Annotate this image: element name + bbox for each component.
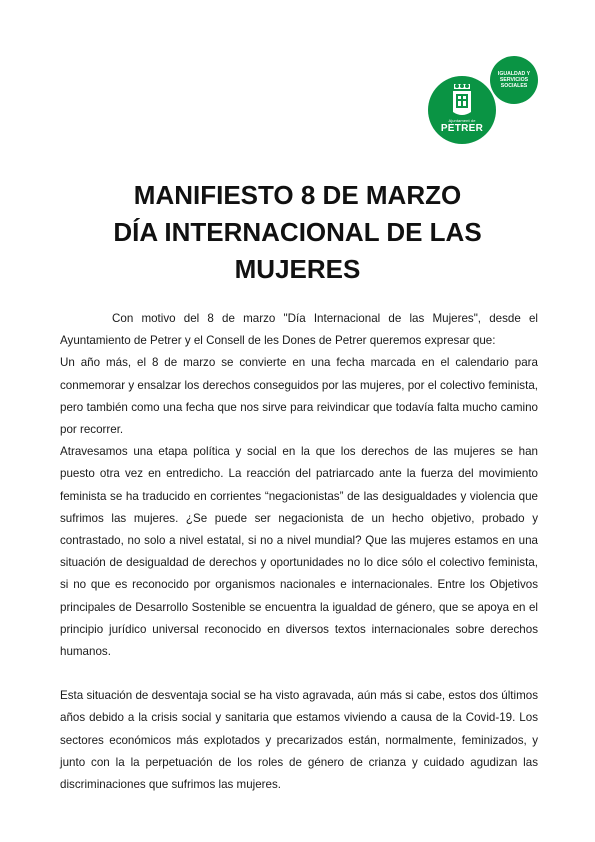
paragraph-intro: Con motivo del 8 de marzo "Día Internacional de las Mujeres", desde el Ayuntamiento de Petrer y el Consell de les Dones de Petrer queremos expresar que: <box>60 312 538 348</box>
title-line-3: MUJERES <box>234 254 361 284</box>
title-line-2: DÍA INTERNACIONAL DE LAS <box>113 217 482 247</box>
paragraph-calendar: Un año más, el 8 de marzo se convierte en una fecha marcada en el calendario para conmemorar y ensalzar los derechos conseguidos por las mujeres, por el colectivo feminista, pero también como una fecha que nos sirve para reivindicar que todavía falta mucho camino por recorrer. <box>60 356 538 437</box>
department-label: IGUALDAD Y SERVICIOS SOCIALES <box>497 71 531 89</box>
title-line-1: MANIFIESTO 8 DE MARZO <box>133 180 462 210</box>
logo-caption: Ajuntament de <box>448 118 476 123</box>
igualdad-servicios-sociales-badge <box>490 56 538 104</box>
document-title <box>60 177 535 288</box>
logo-name: PETRER <box>440 123 484 134</box>
castle-tower-icon <box>445 82 479 118</box>
paragraph-covid: Esta situación de desventaja social se ha visto agravada, aún más si cabe, estos dos últimos años debido a la crisis social y sanitaria que estamos viviendo a causa de la Covid-19. Los sectores económicos más explotados y precarizados están, normalmente, feminizados, y junto con la la perpetuación de los roles de género de crianza y cuidado agudizan las discriminaciones que sufrimos las mujeres. <box>60 689 538 792</box>
manifesto-body <box>60 308 538 796</box>
ayuntamiento-petrer-logo <box>428 76 496 144</box>
paragraph-rights: Atravesamos una etapa política y social en la que los derechos de las mujeres se han puesto otra vez en entredicho. La reacción del patriarcado ante la fuerza del movimiento feminista se ha traducido en corrientes “negacionistas” de las desigualdades y violencia que sufrimos las mujeres. ¿Se puede ser negacionista de un hecho objetivo, probado y contrastado, no solo a nivel estatal, si no a nivel mundial? Que las mujeres estamos en una situación de desigualdad de derechos y oportunidades no lo dice sólo el colectivo feminista, si no que es reconocido por organismos nacionales e internacionales. Entre los Objetivos principales de Desarrollo Sostenible se encuentra la igualdad de género, que se apoya en el principio jurídico universal reconocido en diversos textos internacionales sobre derechos humanos. <box>60 445 538 659</box>
